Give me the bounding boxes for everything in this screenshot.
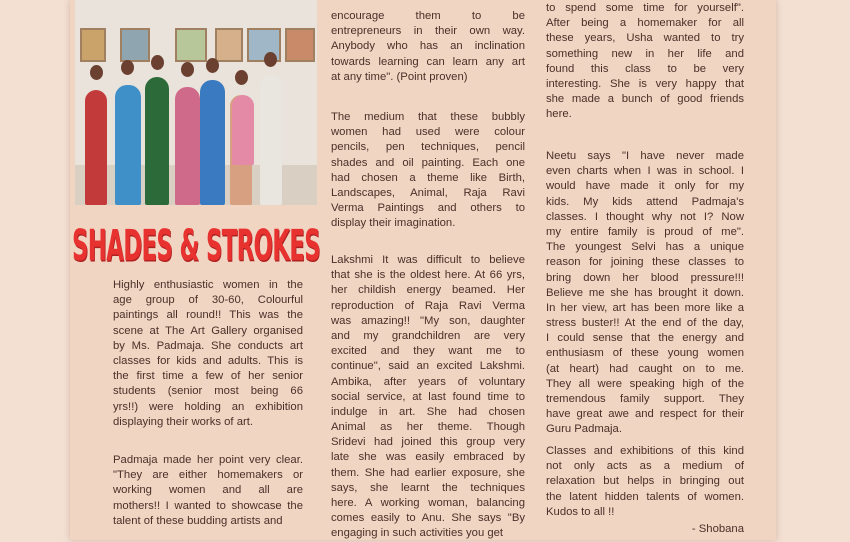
text-line: the first time a few of her senior	[113, 370, 303, 383]
text-line: stress buster!! At the end of the day,	[546, 317, 744, 330]
text-line: she made a bunch of good friends	[546, 93, 744, 106]
text-line: would have made it only for my	[546, 180, 744, 193]
text-line: the latent hidden talents of women.	[546, 490, 744, 503]
painting	[175, 28, 207, 62]
text-line: The medium that these bubbly	[331, 111, 525, 123]
text-line: talent of these budding artists and	[113, 514, 283, 527]
painting	[80, 28, 106, 62]
text-line: late she was easily embraced by	[331, 451, 525, 464]
text-line: The youngest Selvi has a unique	[546, 241, 744, 254]
person-head	[181, 62, 194, 77]
text-line: Classes and exhibitions of this kind	[546, 445, 744, 457]
text-line: have great awe and respect for their	[546, 408, 744, 421]
text-line: tremendous family support. They	[546, 393, 744, 405]
text-line: Animal as her theme. Though	[331, 421, 525, 434]
article-paragraph	[113, 278, 303, 430]
text-line: mothers!! I wanted to showcase the	[113, 499, 303, 512]
text-line: Ambika, after years of voluntary	[331, 375, 525, 388]
text-line: Kudos to all !!	[546, 505, 615, 518]
text-line: indulge in art. She had chosen	[331, 405, 525, 418]
text-line: found this class to be very	[546, 62, 744, 75]
text-line: working women and all are	[113, 484, 303, 497]
person-head	[90, 65, 103, 80]
text-line: Believe me she has brought it down.	[546, 286, 744, 299]
text-line: women had used were colour	[331, 126, 525, 139]
text-line: displaying their works of art.	[113, 415, 254, 428]
person-head	[121, 60, 134, 75]
text-line: After being a homemaker for all	[546, 17, 744, 30]
article-paragraph	[546, 1, 744, 123]
text-line: comes easily to Anu. She says "By	[331, 512, 525, 525]
text-line: excited and they want me to	[331, 345, 525, 358]
text-line: Landscapes, Animal, Raja Ravi	[331, 186, 525, 199]
painting	[120, 28, 150, 62]
person	[260, 75, 282, 205]
text-line: age group of 30-60, Colourful	[113, 294, 303, 307]
text-line: by Ms. Padmaja. She conducts art	[113, 339, 303, 352]
article-paragraph	[331, 110, 525, 232]
text-line: to spend some time for yourself".	[546, 2, 744, 14]
article-paragraph	[546, 149, 744, 438]
article-title: SHADES & STROKES	[72, 219, 321, 271]
person-head	[235, 70, 248, 85]
text-line: bring down her blood pressure!!!	[546, 271, 744, 284]
text-line: entrepreneurs in their own way.	[331, 25, 525, 38]
text-line: social service, at last found time to	[331, 390, 525, 403]
article-paragraph	[546, 444, 744, 520]
text-line: here.	[546, 108, 572, 121]
text-line: Guru Padmaja.	[546, 423, 622, 436]
text-line: these years, Usha wanted to try	[546, 32, 744, 45]
text-line: (at heart) had caught on to me.	[546, 362, 744, 375]
text-line: Padmaja made her point very clear.	[113, 454, 303, 466]
person	[232, 95, 254, 165]
text-line: at any time". (Point proven)	[331, 70, 468, 83]
text-line: towards learning can learn any art	[331, 55, 525, 68]
text-line: something new in her life and	[546, 47, 744, 60]
text-line: that she is the oldest here. At 66 yrs,	[331, 269, 525, 282]
person	[85, 90, 107, 205]
text-line: Highly enthusiastic women in the	[113, 279, 303, 291]
text-line: yrs!!) were holding an exhibition	[113, 400, 303, 413]
text-line: Anybody who has an inclination	[331, 40, 525, 53]
group-photo	[75, 0, 317, 205]
person	[145, 77, 169, 205]
person	[115, 85, 141, 205]
text-line: I could sense that the energy and	[546, 332, 744, 345]
painting	[285, 28, 315, 62]
article-column-3	[546, 1, 744, 540]
text-line: students (senior most being 66	[113, 385, 303, 398]
person-head	[206, 58, 219, 73]
text-line: paintings all round!! This was the	[113, 309, 303, 322]
text-line: was amazing!! "My son, daughter	[331, 314, 525, 327]
text-line: encourage them to be	[331, 10, 525, 22]
text-line: display their imagination.	[331, 217, 456, 230]
text-line: not only acts as a medium of	[546, 460, 744, 473]
author-signature: - Shobana	[691, 523, 744, 535]
person	[175, 87, 200, 205]
person-head	[151, 55, 164, 70]
article-paragraph	[331, 9, 525, 85]
text-line: reason for joining these classes to	[546, 256, 744, 269]
text-line: Lakshmi It was difficult to believe	[331, 254, 525, 266]
text-line: her childish energy beamed. Her	[331, 284, 525, 297]
text-line: kids. My kids attend Padmaja's	[546, 195, 744, 208]
article-column-2	[331, 9, 525, 539]
person	[200, 80, 225, 205]
person-head	[264, 52, 277, 67]
text-line: In her view, art has been more like a	[546, 301, 744, 314]
text-line: They all were speaking high of the	[546, 377, 744, 390]
text-line: scene at The Art Gallery organised	[113, 324, 303, 337]
text-line: had chosen a theme like Birth,	[331, 171, 525, 184]
text-line: even charts when I was in school. I	[546, 165, 744, 178]
text-line: Verma Paintings and others to	[331, 202, 525, 215]
article-paragraph	[113, 453, 303, 529]
text-line: relaxation but helps in bringing out	[546, 475, 744, 488]
text-line: enthusiasm of these young women	[546, 347, 744, 360]
text-line: Sridevi had joined this group very	[331, 436, 525, 449]
text-line: my entire family is proud of me".	[546, 225, 744, 238]
text-line: continue", said an excited Lakshmi.	[331, 360, 525, 373]
text-line: engaging in such activities you get	[331, 527, 504, 540]
article-column-1	[113, 278, 303, 538]
text-line: them. She had earlier exposure, she	[331, 466, 525, 479]
text-line: Neetu says "I have never made	[546, 150, 744, 162]
text-line: pencils, pen techniques, pencil	[331, 141, 525, 154]
article-paragraph	[331, 253, 525, 542]
text-line: interesting. She is very happy that	[546, 77, 744, 90]
text-line: shades and oil painting. Each one	[331, 156, 525, 169]
text-line: "They are either homemakers or	[113, 469, 303, 482]
text-line: and my grandchildren are very	[331, 329, 525, 342]
painting	[215, 28, 243, 62]
text-line: reproduction of Raja Ravi Verma	[331, 299, 525, 312]
text-line: classes. I thought why not I? Now	[546, 210, 744, 223]
text-line: classes for kids and adults. This is	[113, 354, 303, 367]
text-line: here. A working woman, balancing	[331, 497, 525, 509]
text-line: says, she learnt the techniques	[331, 481, 525, 494]
